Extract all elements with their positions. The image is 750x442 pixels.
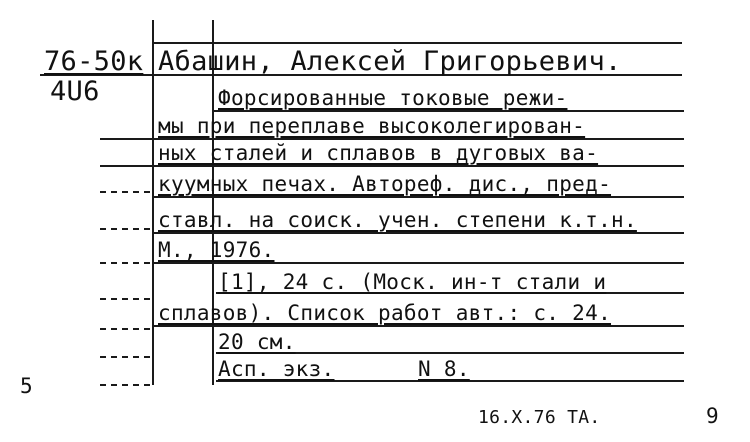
copy-type: Асп. экз. [218,357,335,381]
rule-line [100,356,150,358]
description-line-3: ных сталей и сплавов в дуговых ва- [158,141,599,165]
rule-line [152,196,684,198]
call-number: 76-50к [44,46,144,77]
rule-line [100,191,150,193]
rule-line [152,262,684,264]
description-line-8: сплавов). Список работ авт.: с. 24. [158,301,612,325]
corner-mark: 9 [706,404,719,428]
rule-line [152,232,684,234]
rule-line [100,165,684,167]
shelf-mark: 4U6 [50,76,100,107]
copy-number: N 8. [418,357,470,381]
accession-stamp: 16.Х.76 ТА. [478,407,601,428]
description-line-5: ставл. на соиск. учен. степени к.т.н. [158,208,637,232]
rule-line [152,42,682,44]
description-line-9: 20 см. [218,330,296,354]
description-line-7: [1], 24 с. (Моск. ин-т стали и [218,270,607,294]
description-line-1: Форсированные токовые режи- [218,86,568,110]
rule-line [152,325,684,327]
margin-rule [152,20,154,385]
rule-line [100,384,150,386]
rule-line [214,110,684,112]
rule-line [100,298,150,300]
author-heading: Абашин, Алексей Григорьевич. [158,46,622,77]
rule-line [100,138,684,140]
description-line-6: М., 1976. [158,238,275,262]
margin-mark: 5 [20,374,33,398]
rule-line [100,328,150,330]
description-line-2: мы при переплаве высоколегирован- [158,114,586,138]
rule-line [100,228,150,230]
rule-line [100,262,150,264]
description-line-4: куумных печах. Автореф. дис., пред- [158,172,612,196]
